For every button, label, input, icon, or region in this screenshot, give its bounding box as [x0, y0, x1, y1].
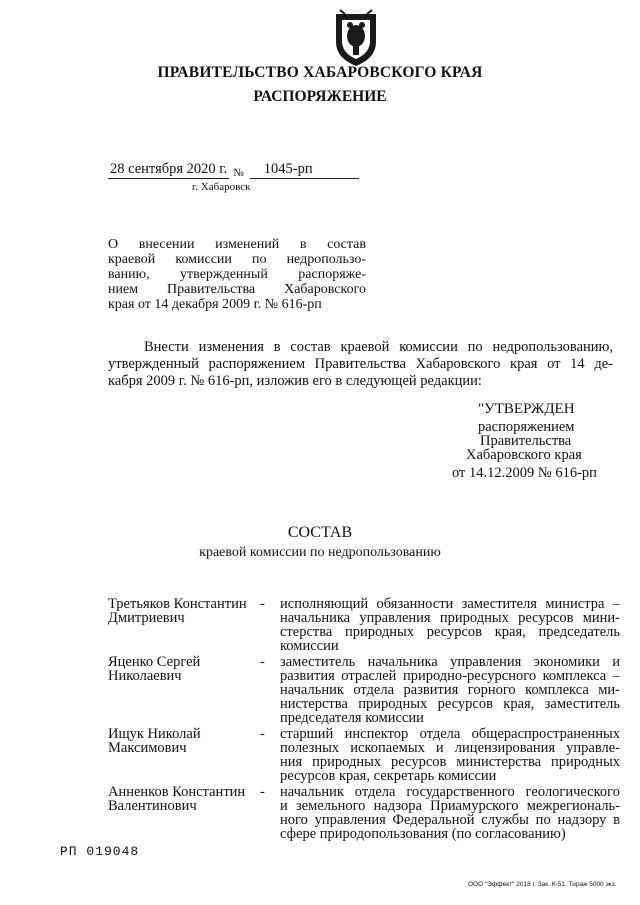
- member-role: [280, 785, 620, 841]
- role-line: начальник отдела государственного геологического: [280, 784, 620, 800]
- member-name: [108, 597, 258, 625]
- document-date: 28 сентября 2020 г.: [110, 161, 228, 177]
- subject-line: нием Правительства Хабаровского: [108, 282, 366, 297]
- document-type-heading: РАСПОРЯЖЕНИЕ: [253, 88, 387, 105]
- role-line: сфере природопользования (по согласованию): [280, 826, 566, 842]
- subject-line: ванию, утвержденный распоряже-: [108, 267, 366, 282]
- member-dash: -: [260, 784, 265, 800]
- approval-stamp-block: [452, 402, 612, 480]
- body-line: кабря 2009 г. № 616-рп, изложив его в следующей редакции:: [108, 373, 482, 389]
- role-line: комиссии: [280, 638, 339, 654]
- document-number: 1045-рп: [250, 161, 359, 179]
- role-line: старший инспектор отдела общераспространенных: [280, 726, 620, 742]
- composition-subtitle: краевой комиссии по недропользованию: [199, 545, 441, 560]
- role-line: ния природных ресурсов министерства природных: [280, 754, 620, 770]
- role-line: начальник отдела развития горного комплекса ми-: [280, 682, 620, 698]
- city-label: г. Хабаровск: [192, 181, 251, 193]
- approval-line: Хабаровского края: [466, 447, 582, 463]
- role-line: полезных ископаемых и лицензирования управле-: [280, 740, 620, 756]
- subject-line: краевой комиссии по недропользо-: [108, 252, 366, 267]
- number-sign: №: [233, 167, 244, 179]
- member-patronymic: Максимович: [108, 740, 187, 756]
- role-line: развития отраслей природно-ресурсного комплекса –: [280, 668, 620, 684]
- member-dash: -: [260, 596, 265, 612]
- role-line: ресурсов края, секретарь комиссии: [280, 768, 497, 784]
- role-line: нистерства природных ресурсов края, заместитель: [280, 696, 620, 712]
- body-line: Внести изменения в состав краевой комиссии по недропользованию,: [144, 339, 613, 355]
- member-name: [108, 727, 258, 755]
- approval-line: Правительства: [480, 433, 572, 449]
- role-line: начальника управления природных ресурсов мини-: [280, 610, 620, 626]
- printer-imprint: ООО "Эффект" 2018 г. Зак. К-51. Тираж 5000 экз.: [468, 881, 617, 888]
- approval-line: "УТВЕРЖДЕН: [478, 401, 575, 417]
- member-role: [280, 655, 620, 725]
- role-line: заместитель начальника управления экономики и: [280, 654, 620, 670]
- member-name: [108, 785, 258, 813]
- member-surname-firstname: Яценко Сергей: [108, 654, 201, 670]
- member-patronymic: Дмитриевич: [108, 610, 185, 626]
- approval-line: распоряжением: [478, 419, 575, 435]
- coat-of-arms-emblem: [331, 8, 381, 68]
- composition-title: СОСТАВ: [287, 524, 353, 541]
- role-line: стерства природных ресурсов края, председатель: [280, 624, 620, 640]
- body-paragraph: [108, 339, 613, 390]
- body-line: утвержденный распоряжением Правительства Хабаровского края от 14 де-: [108, 356, 613, 372]
- member-surname-firstname: Третьяков Константин: [108, 596, 247, 612]
- approval-line: от 14.12.2009 № 616-рп: [452, 465, 597, 481]
- member-patronymic: Валентинович: [108, 798, 197, 814]
- date-number-line: [108, 161, 359, 179]
- form-serial-code: РП 019048: [60, 844, 140, 859]
- subject-line: О внесении изменений в состав: [108, 237, 366, 252]
- member-dash: -: [260, 726, 265, 742]
- subject-block: [108, 237, 366, 312]
- member-name: [108, 655, 258, 683]
- member-dash: -: [260, 654, 265, 670]
- role-line: председателя комиссии: [280, 710, 424, 726]
- role-line: и земельного надзора Приамурского межрегиональ-: [280, 798, 620, 814]
- member-role: [280, 727, 620, 783]
- role-line: исполняющий обязанности заместителя министра –: [280, 596, 620, 612]
- member-surname-firstname: Ищук Николай: [108, 726, 201, 742]
- government-heading: ПРАВИТЕЛЬСТВО ХАБАРОВСКОГО КРАЯ: [157, 64, 483, 81]
- member-patronymic: Николаевич: [108, 668, 182, 684]
- role-line: ного управления Федеральной службы по надзору в: [280, 812, 620, 828]
- subject-line: края от 14 декабря 2009 г. № 616-рп: [108, 297, 322, 312]
- member-role: [280, 597, 620, 653]
- member-surname-firstname: Анненков Константин: [108, 784, 246, 800]
